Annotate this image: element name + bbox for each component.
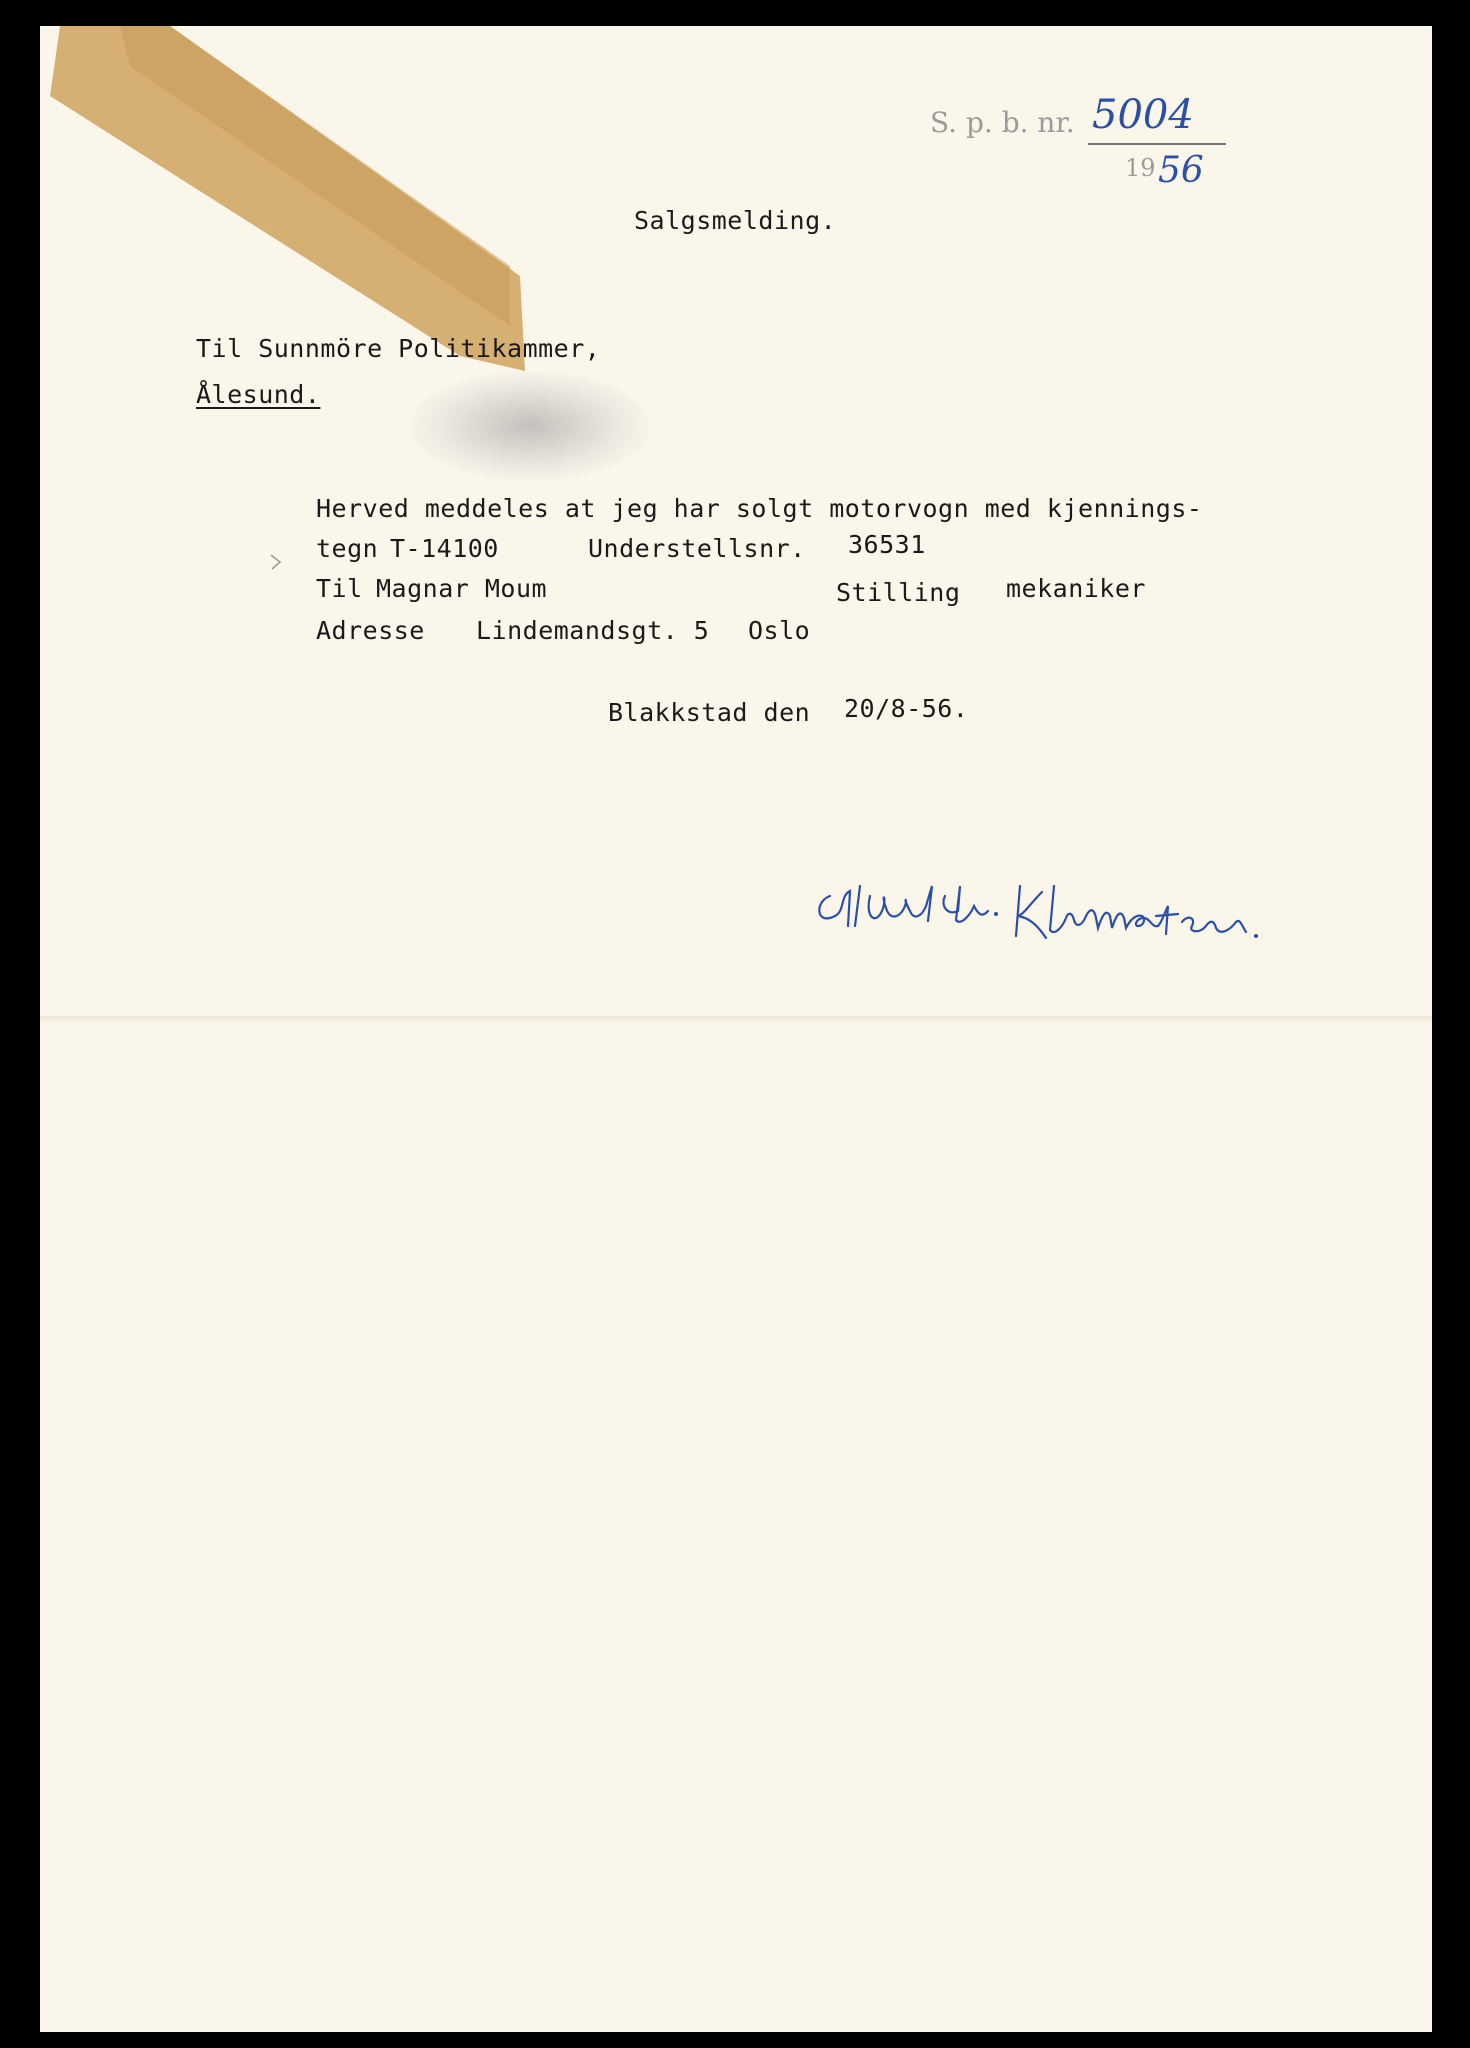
address-value: Lindemandsgt. 5 <box>476 616 710 645</box>
stamp-divider <box>1088 143 1226 145</box>
document-page <box>40 26 1432 2032</box>
city-value: Oslo <box>748 616 811 645</box>
chassis-label: Understellsnr. <box>588 534 806 563</box>
stamp-number: 5004 <box>1092 92 1194 138</box>
stamp-year-suffix: 56 <box>1158 150 1204 191</box>
buyer-name: Magnar Moum <box>376 574 548 603</box>
document-date: 20/8-56. <box>844 694 969 723</box>
occupation-label: Stilling <box>836 578 961 607</box>
body-line1: Herved meddeles at jeg har solgt motorvogn med kjennings- <box>316 494 1203 523</box>
occupation-value: mekaniker <box>1006 574 1146 603</box>
stamp-year-prefix: 19 <box>1125 154 1156 182</box>
stamp-label: S. p. b. nr. <box>930 106 1075 139</box>
body-line2-prefix: tegn <box>316 534 379 563</box>
address-label: Adresse <box>316 616 425 645</box>
margin-mark <box>270 554 282 570</box>
paper-fold <box>40 1016 1432 1022</box>
addressee-line1: Til Sunnmöre Politikammer, <box>196 334 601 363</box>
addressee-line2: Ålesund. <box>196 380 321 409</box>
registration-number: T-14100 <box>390 534 499 563</box>
erased-smudge <box>410 371 650 481</box>
place-date-prefix: Blakkstad den <box>608 698 811 727</box>
document-title: Salgsmelding. <box>634 206 837 235</box>
handwritten-signature <box>810 856 1350 966</box>
chassis-number: 36531 <box>848 530 926 559</box>
buyer-label: Til <box>316 574 363 603</box>
